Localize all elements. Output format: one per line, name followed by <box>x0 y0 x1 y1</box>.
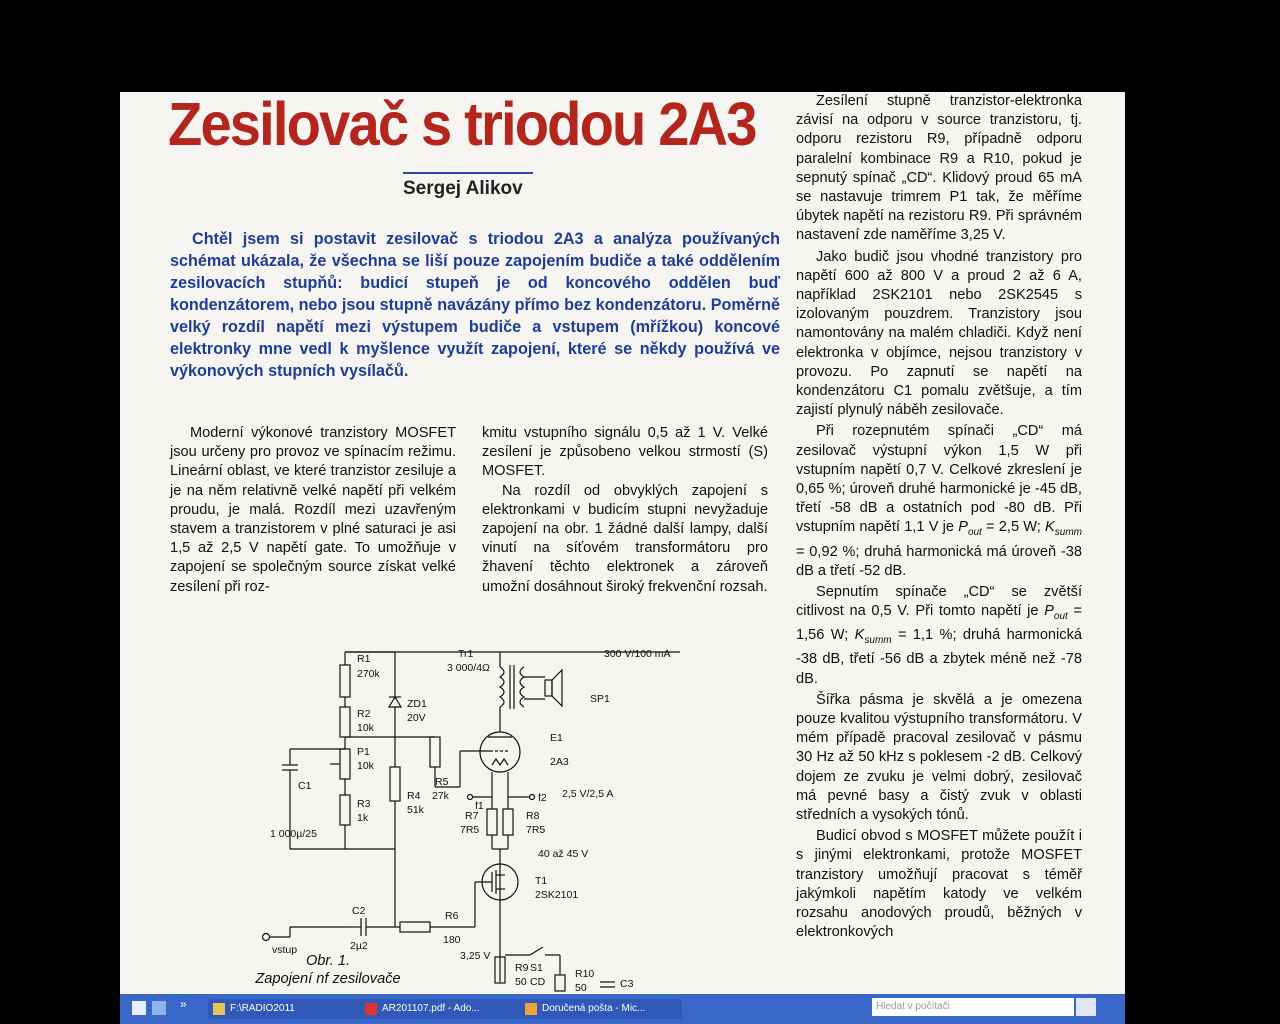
taskbar-item-mail[interactable] <box>520 999 682 1019</box>
label-r7-value: 7R5 <box>460 824 480 836</box>
label-t1: T1 <box>535 875 548 887</box>
article-author: Sergej Alikov <box>403 178 523 199</box>
label-r4-value: 51k <box>407 804 424 816</box>
label-c3: C3 <box>620 978 634 990</box>
label-r5-value: 27k <box>432 790 449 802</box>
label-r1-value: 270k <box>357 668 380 680</box>
column-3 <box>796 92 1082 944</box>
label-e1: E1 <box>550 732 563 744</box>
taskbar-item-label: F:\RADIO2011 <box>230 1003 295 1014</box>
paragraph: Jako budič jsou vhodné tranzistory pro napětí 600 až 800 V a proud 2 až 6 A, například 2SK2101 nebo 2SK2545 s izolovaným pouzdrem. Tranzistory jsou namontovány na malém chladiči. Když není elektronka v objímce, nejsou tranzistory v provozu. Po zapnutí se napětí na kondenzátoru C1 pomalu zvětšuje, a tím zajistí plynulý náběh zesilovače. <box>796 248 1082 419</box>
schematic-diagram <box>260 637 680 992</box>
paragraph: kmitu vstupního signálu 0,5 až 1 V. Velké zesílení je způsobeno velkou strmostí (S) MOSFET. <box>482 425 768 480</box>
quicklaunch-icon[interactable] <box>132 1001 146 1015</box>
article-lead: Chtěl jsem si postavit zesilovač s triodou 2A3 a analýza používaných schémat ukázala, že všechna se liší pouze zapojením budiče a také oddělením zesilovacích stupňů: budicí stupeň je od koncového oddělen buď kondenzátorem, nebo jsou stupně navázány přímo bez kondenzátoru. Poměrně velký rozdíl napětí mezi výstupem budiče a vstupem (mřížkou) koncové elektronky mne vedl k myšlence využít zapojení, které se někdy používá ve výkonových stupních vysílačů. <box>170 230 780 380</box>
label-filament: 2,5 V/2,5 A <box>562 788 614 800</box>
article-title: Zesilovač s triodou 2A3 <box>168 92 756 158</box>
label-r7: R7 <box>465 810 479 822</box>
figure-caption <box>238 952 418 988</box>
label-r8: R8 <box>526 810 540 822</box>
label-voltage-45: 40 až 45 V <box>538 848 589 860</box>
paragraph: Zesílení stupně tranzistor-elektronka závisí na odporu v source tranzistoru, tj. odporu rezistoru R9, případně odporu paralelní kombinace R9 a R10, pokud je sepnutý spínač „CD“. Klidový proud 65 mA se nastavuje trimrem P1 tak, že měříme úbytek napětí na rezistoru R9. Při správném nastavení zde naměříme 3,25 V. <box>796 93 1082 244</box>
taskbar <box>120 994 1125 1024</box>
taskbar-item-folder[interactable] <box>208 999 370 1019</box>
label-r10: R10 <box>575 968 595 980</box>
paragraph: Moderní výkonové tranzistory MOSFET jsou určeny pro provoz ve spínacím režimu. Lineární oblast, ve které tranzistor zesiluje a je na něm relativně velké napětí při velkém proudu, je malá. Rozdíl mezi uzavřeným stavem a tranzistorem v plné saturaci je asi 1,5 až 2,5 V napětí gate. To umožňuje v zapojení se společným source získat velké zesílení při roz- <box>170 425 456 595</box>
label-tr1-value: 3 000/4Ω <box>447 662 490 674</box>
scanned-page <box>120 92 1125 994</box>
mail-icon <box>525 1003 537 1015</box>
label-input: vstup <box>272 944 298 956</box>
label-r6: R6 <box>445 910 459 922</box>
label-p1: P1 <box>357 746 370 758</box>
chevron-icon[interactable]: » <box>180 997 187 1011</box>
label-c2-value: 2µ2 <box>350 940 368 952</box>
label-sp1: SP1 <box>590 693 610 705</box>
label-c1: C1 <box>298 780 312 792</box>
browser-icon[interactable] <box>152 1001 166 1015</box>
label-r8-value: 7R5 <box>526 824 546 836</box>
search-input[interactable]: Hledat v počítači <box>872 998 1074 1016</box>
paragraph: Na rozdíl od obvyklých zapojení s elektronkami v budicím stupni nevyžaduje zapojení na obr. 1 žádné další lampy, další vinutí na síťovém transformátoru pro žhavení těchto elektronek a zároveň umožní dosáhnout široký frekvenční rozsah. <box>482 482 768 595</box>
label-voltage-325: 3,25 V <box>460 950 491 962</box>
folder-icon <box>213 1003 225 1015</box>
label-r6-value: 180 <box>443 934 461 946</box>
label-r9-value: 50 <box>515 976 527 988</box>
taskbar-item-label: AR201107.pdf - Ado... <box>382 1003 480 1014</box>
pdf-icon <box>365 1003 377 1015</box>
label-zd1-value: 20V <box>407 712 426 724</box>
label-r3: R3 <box>357 798 371 810</box>
label-s1: S1 <box>530 962 543 974</box>
label-tr1: Tr1 <box>458 648 474 660</box>
label-r10-value: 50 <box>575 982 587 992</box>
paragraph: Sepnutím spínače „CD“ se zvětší citlivost na 0,5 V. Při tomto napětí je $P_{out} = 1,56$ W; $K_{summ} = 1,1$ %; druhá harmonická -38 dB, třetí -56 dB a zbytek méně než -78 dB. <box>796 583 1082 687</box>
taskbar-item-pdf[interactable] <box>360 999 522 1019</box>
label-hv: 300 V/100 mA <box>604 648 671 660</box>
label-r2: R2 <box>357 708 371 720</box>
label-zd1: ZD1 <box>407 698 427 710</box>
label-c2: C2 <box>352 905 366 917</box>
label-f1: f1 <box>475 800 484 812</box>
label-t1-value: 2SK2101 <box>535 889 579 901</box>
label-r3-value: 1k <box>357 812 369 824</box>
label-r1: R1 <box>357 653 371 665</box>
label-r4: R4 <box>407 790 421 802</box>
paragraph: Šířka pásma je skvělá a je omezena pouze kvalitou výstupního transformátoru. V mém případě pracoval zesilovač v pásmu 30 Hz až 50 kHz s poklesem -2 dB. Celkový dojem ze zvuku je velmi dobrý, zesilovač má pevné basy a čistý zvuk v oblasti středních a vysokých tónů. <box>796 691 1082 824</box>
label-r5: R5 <box>435 776 449 788</box>
label-p1-value: 10k <box>357 760 374 772</box>
label-r9: R9 <box>515 962 529 974</box>
figure-number: Obr. 1. <box>305 953 351 969</box>
label-c1-value: 1 000µ/25 <box>270 828 317 840</box>
taskbar-item-label: Doručená pošta - Mic... <box>542 1003 646 1014</box>
column-1 <box>170 424 456 597</box>
search-icon[interactable] <box>1076 998 1096 1016</box>
column-2 <box>482 424 768 597</box>
label-s1-value: CD <box>530 976 546 988</box>
figure-title: Zapojení nf zesilovače <box>255 971 401 987</box>
label-e1-value: 2A3 <box>550 756 569 768</box>
label-r2-value: 10k <box>357 722 374 734</box>
paragraph: Budicí obvod s MOSFET můžete použít i s jinými elektronkami, protože MOSFET tranzistory umožňují pracovat s téměř jakýmkoli napětím katody ve velkém rozsahu anodových proudů, běžných v elektronkových <box>796 828 1082 941</box>
author-rule <box>403 172 533 174</box>
label-f2: f2 <box>538 792 547 804</box>
paragraph: Při rozepnutém spínači „CD“ má zesilovač výstupní výkon 1,5 W při vstupním napětí 0,7 V. Celkové zkreslení je 0,65 %; úroveň druhé harmonické je -45 dB, třetí -58 dB a ostatních pod -80 dB. Při vstupním napětí 1,1 V je $P_{out} = 2,5$ W; $K_{summ} = 0,92$ %; druhá harmonická má úroveň -38 dB a třetí -52 dB. <box>796 423 1083 579</box>
